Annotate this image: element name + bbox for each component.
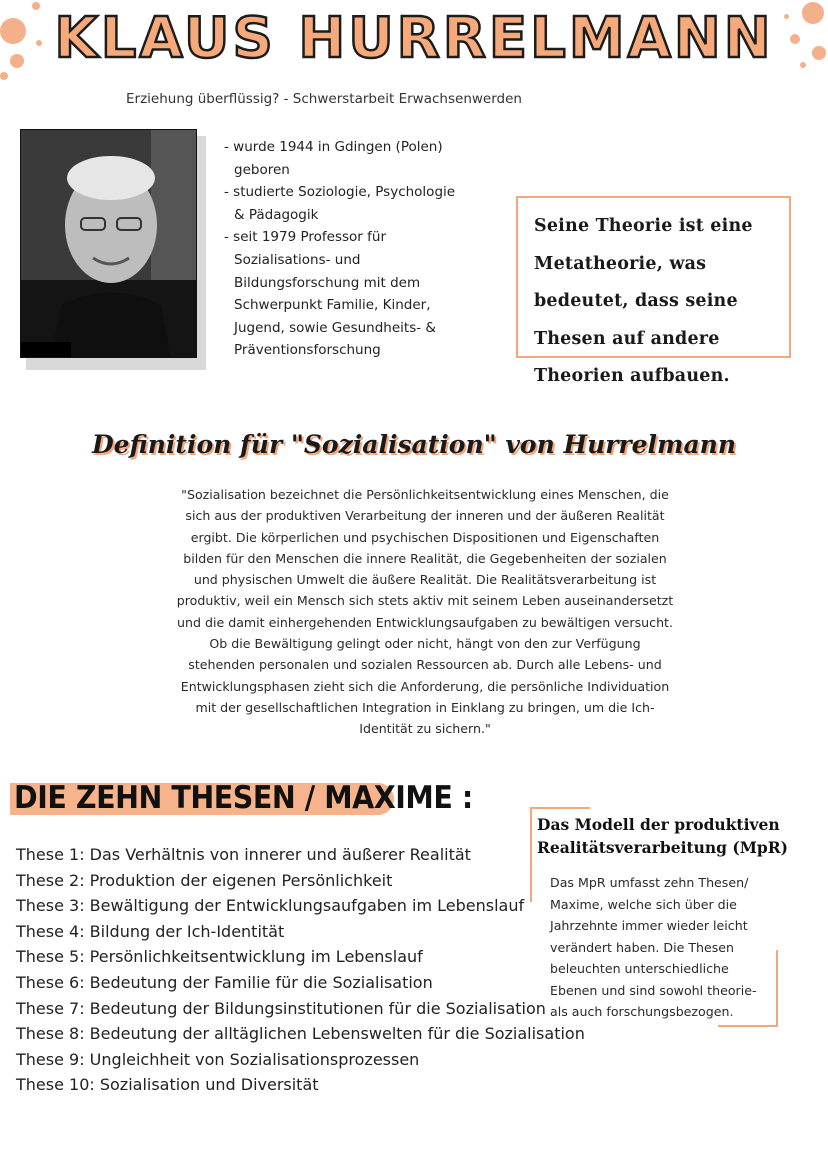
model-frame-line <box>718 1025 778 1027</box>
definition-heading: Definition für "Sozialisation" von Hurrelmann <box>91 430 736 459</box>
theses-heading: DIE ZEHN THESEN / MAXIME : <box>14 780 473 816</box>
bio-item: - studierte Soziologie, Psychologie & Pädagogik <box>222 181 462 226</box>
page-subtitle: Erziehung überflüssig? - Schwerstarbeit Erwachsenwerden <box>126 91 522 107</box>
model-title: Das Modell der produktiven Realitätsverarbeitung (MpR) <box>537 815 788 857</box>
these-item: These 1: Das Verhältnis von innerer und äußerer Realität <box>16 845 471 864</box>
these-item: These 8: Bedeutung der alltäglichen Lebenswelten für die Sozialisation <box>16 1024 585 1044</box>
model-frame-line <box>530 807 590 809</box>
bio-list <box>222 136 462 362</box>
model-text: Das MpR umfasst zehn Thesen/ Maxime, welche sich über die Jahrzehnte immer wieder leicht verändert haben. Die Thesen beleuchten unterschiedliche Ebenen und sind sowohl theorie- als auch forschungsbezogen. <box>550 875 757 1019</box>
these-item: These 4: Bildung der Ich-Identität <box>16 921 285 941</box>
these-item: These 6: Bedeutung der Familie für die Sozialisation <box>16 972 433 992</box>
these-item: These 9: Ungleichheit von Sozialisationsprozessen <box>16 1049 420 1069</box>
bio-item: - wurde 1944 in Gdingen (Polen) geboren <box>222 136 462 181</box>
bio-item: - seit 1979 Professor für Sozialisations- und Bildungsforschung mit dem Schwerpunkt Familie, Kinder, Jugend, sowie Gesundheits- & Präventionsforschung <box>222 226 462 362</box>
these-item: These 3: Bewältigung der Entwicklungsaufgaben im Lebenslauf <box>16 896 525 916</box>
metatheory-box <box>516 196 791 386</box>
definition-text: "Sozialisation bezeichnet die Persönlichkeitsentwicklung eines Menschen, die sich aus der produktiven Verarbeitung der inneren und der äußeren Realität ergibt. Die körperlichen und psychischen Dispositionen und Eigenschaften bilden für den Menschen die innere Realität, die Gegebenheiten der sozialen und physischen Umwelt die äußere Realität. Die Realitätsverarbeitung ist produktiv, weil ein Mensch sich stets aktiv mit seinem Leben auseinandersetzt und die damit einhergehenden Entwicklungsaufgaben zu bewältigen versucht. Ob die Bewältigung gelingt oder nicht, hängt von den zur Verfügung stehenden personalen und sozialen Ressourcen ab. Durch alle Lebens- und Entwicklungsphasen zieht sich die Anforderung, die persönliche Individuation mit der gesellschaftlichen Integration in Einklang zu bringen, um die Ich-Identität zu sichern." <box>176 487 674 737</box>
these-item: These 7: Bedeutung der Bildungsinstitutionen für die Sozialisation <box>16 998 546 1018</box>
model-frame-line <box>776 950 778 1027</box>
metatheory-text: Seine Theorie ist eine Metatheorie, was bedeutet, dass seine Thesen auf andere Theorien aufbauen. <box>534 216 753 386</box>
these-item: These 2: Produktion der eigenen Persönlichkeit <box>16 870 393 890</box>
page-title: KLAUS HURRELMANN <box>54 6 774 71</box>
these-item: These 10: Sozialisation und Diversität <box>16 1075 319 1095</box>
portrait-photo <box>20 129 197 358</box>
theses-list <box>16 842 585 1098</box>
model-frame-line <box>530 807 532 902</box>
these-item: These 5: Persönlichkeitsentwicklung im Lebenslauf <box>16 947 423 967</box>
